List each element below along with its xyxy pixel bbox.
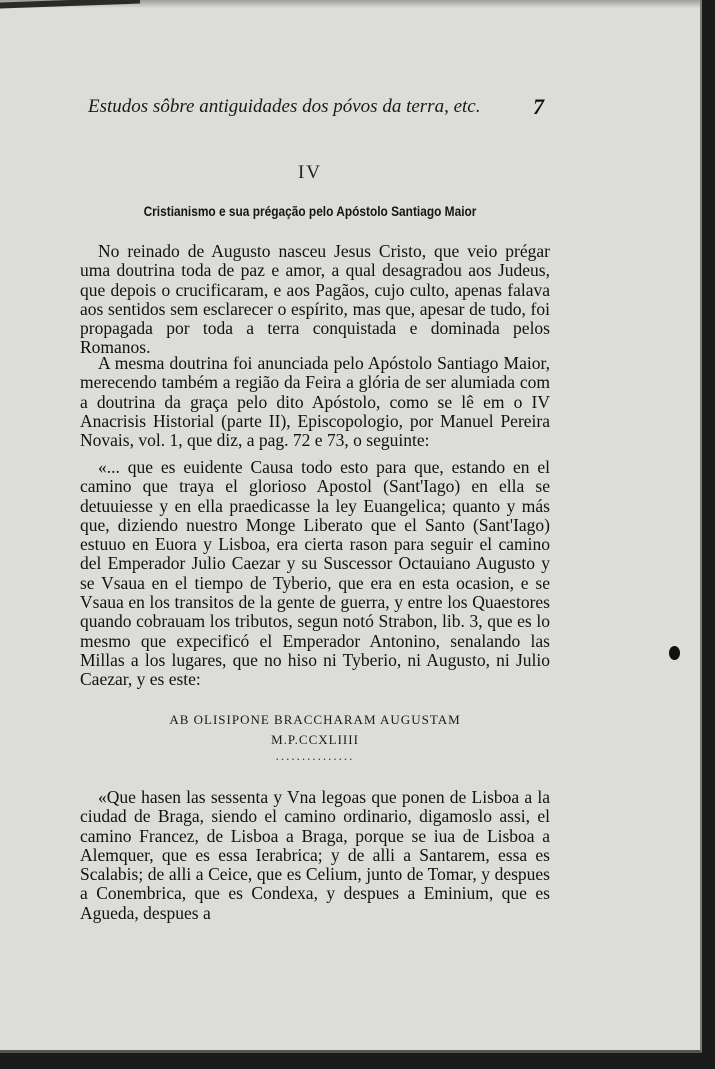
paragraph-4-text: «Que hasen las sessenta y Vna legoas que ponen de Lisboa a la ciudad de Braga, siendo el camino ordinario, digamoslo assi, el camino Francez, de Lisboa a Braga, porque se iua de Lisboa a Alemquer, que es essa Ierabrica; y de alli a Santarem, essa es Scalabis; de alli a Ceice, que es Celium, junto de Tomar, y despues a Conembrica, que es Condexa, y despues a Eminium, que es Agueda, despues a xyxy=(80,787,550,923)
chapter-number: IV xyxy=(297,162,323,183)
running-title: Estudos sôbre antiguidades dos póvos da terra, etc. xyxy=(88,96,481,117)
paragraph-3 xyxy=(80,458,550,690)
ink-spot xyxy=(669,646,680,660)
inscription-line-2: M.P.CCXLIIII xyxy=(271,732,359,747)
page-number: 7 xyxy=(533,94,544,119)
chapter-title: Cristianismo e sua prégação pelo Apóstolo Santiago Maior xyxy=(143,203,477,219)
paragraph-1-text: No reinado de Augusto nasceu Jesus Cristo, que veio prégar uma doutrina toda de paz e amor, a qual desagradou aos Judeus, que depois o crucificaram, e aos Pagãos, cujo culto, apenas falava aos sentidos sem esclarecer o espírito, mas que, apesar de tudo, foi propagada por toda a terra conquistada e dominada pelos Romanos. xyxy=(80,241,550,358)
paragraph-3-text: «... que es euidente Causa todo esto para que, estando en el camino que traya el glorioso Apostol (Sant'Iago) en ella se detuuiesse y en ella praedicasse la ley Euangelica; quanto y más que, diziendo nuestro Monge Liberato que el Santo (Sant'Iago) estuuo en Euora y Lisboa, era cierta rason para seguir el camino del Emperador Julio Caezar y su Suscessor Octauiano Augusto y se Vsaua en el tiempo de Tyberio, que era en esta ocasion, e se Vsaua en los transitos de la gente de guerra, y entre los Quaestores quando cobrauam los tributos, segun notó Strabon, lib. 3, que es lo mesmo que expecificó el Emperador Antonino, senalando las Millas a los lugares, que no hiso ni Tyberio, ni Augusto, ni Julio Caezar, y es este: xyxy=(80,457,550,690)
paragraph-2 xyxy=(80,354,550,450)
inscription-line-1: AB OLISIPONE BRACCHARAM AUGUSTAM xyxy=(169,712,461,727)
ellipsis-dots: ............... xyxy=(275,748,355,763)
paragraph-4 xyxy=(80,788,550,923)
paragraph-2-text: A mesma doutrina foi anunciada pelo Apóstolo Santiago Maior, merecendo também a região da Feira a glória de ser alumiada com a doutrina da graça pelo dito Apóstolo, como se lê em o IV Anacrisis Historial (parte II), Episcopologio, por Manuel Pereira Novais, vol. 1, que diz, a pag. 72 e 73, o seguinte: xyxy=(80,353,550,451)
paragraph-1 xyxy=(80,242,550,358)
